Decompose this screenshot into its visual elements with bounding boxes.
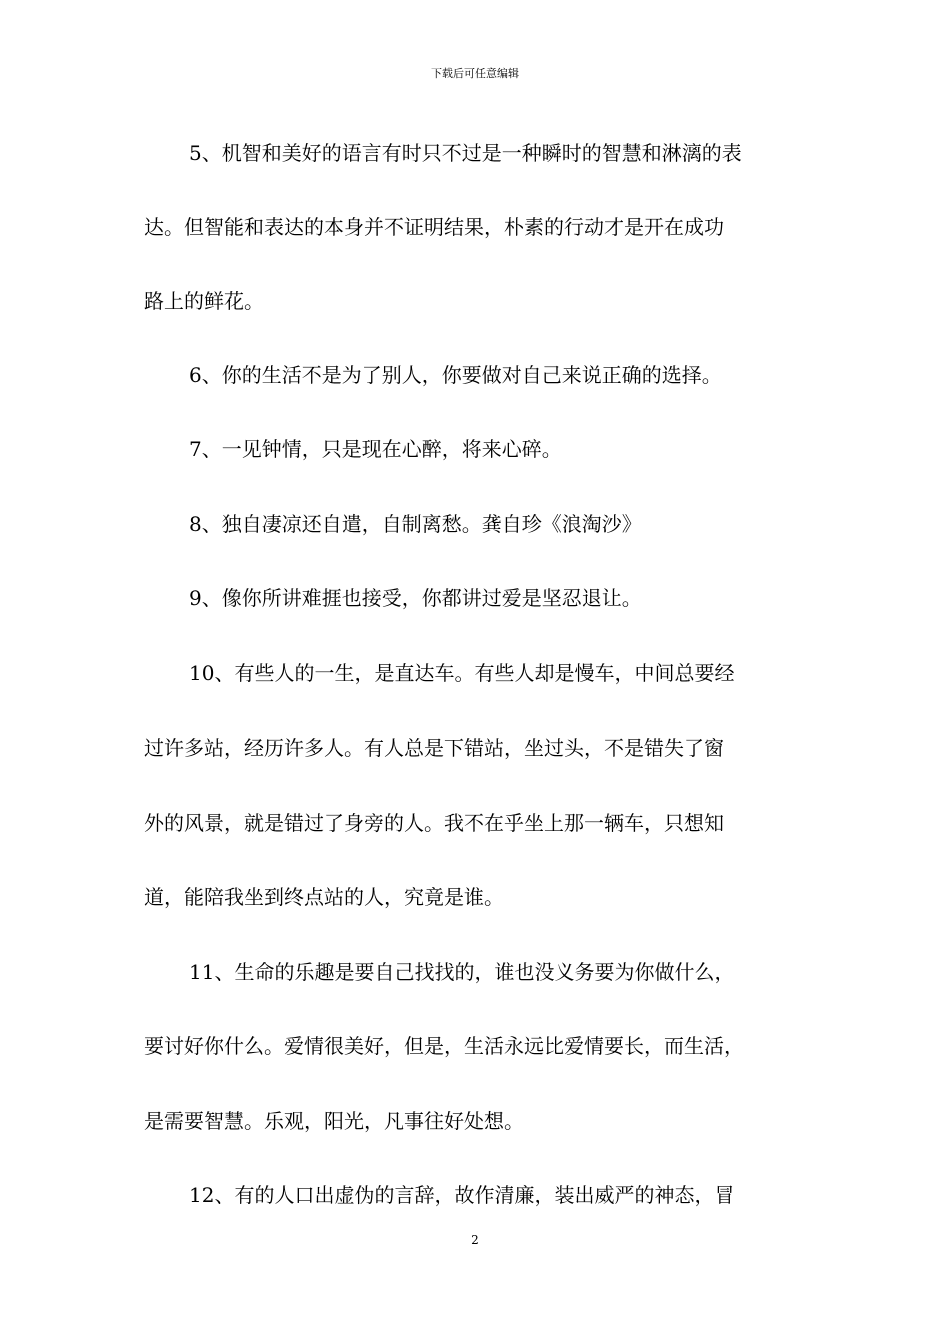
line-11: 道，能陪我坐到终点站的人，究竟是谁。 (144, 885, 504, 909)
line-13: 要讨好你什么。爱情很美好，但是，生活永远比爱情要长，而生活， (144, 1034, 744, 1058)
line-6: 8、独自凄凉还自遣，自制离愁。龚自珍《浪淘沙》 (189, 512, 642, 536)
line-15: 12、有的人口出虚伪的言辞，故作清廉，装出威严的神态，冒 (189, 1183, 735, 1207)
line-4: 6、你的生活不是为了别人，你要做对自己来说正确的选择。 (189, 363, 722, 387)
line-9: 过许多站，经历许多人。有人总是下错站，坐过头，不是错失了窗 (144, 736, 724, 760)
line-8: 10、有些人的一生，是直达车。有些人却是慢车，中间总要经 (189, 661, 735, 685)
line-14: 是需要智慧。乐观，阳光，凡事往好处想。 (144, 1109, 524, 1133)
line-5: 7、一见钟情，只是现在心醉，将来心碎。 (189, 437, 562, 461)
line-3: 路上的鲜花。 (144, 289, 264, 313)
page-number: 2 (471, 1233, 479, 1247)
line-12: 11、生命的乐趣是要自己找找的，谁也没义务要为你做什么， (189, 960, 735, 984)
line-2: 达。但智能和表达的本身并不证明结果，朴素的行动才是开在成功 (144, 215, 724, 239)
line-10: 外的风景，就是错过了身旁的人。我不在乎坐上那一辆车，只想知 (144, 811, 724, 835)
line-1: 5、机智和美好的语言有时只不过是一种瞬时的智慧和淋漓的表 (189, 141, 742, 165)
page-header: 下载后可任意编辑 (431, 67, 519, 80)
line-7: 9、像你所讲难捱也接受，你都讲过爱是坚忍退让。 (189, 586, 642, 610)
